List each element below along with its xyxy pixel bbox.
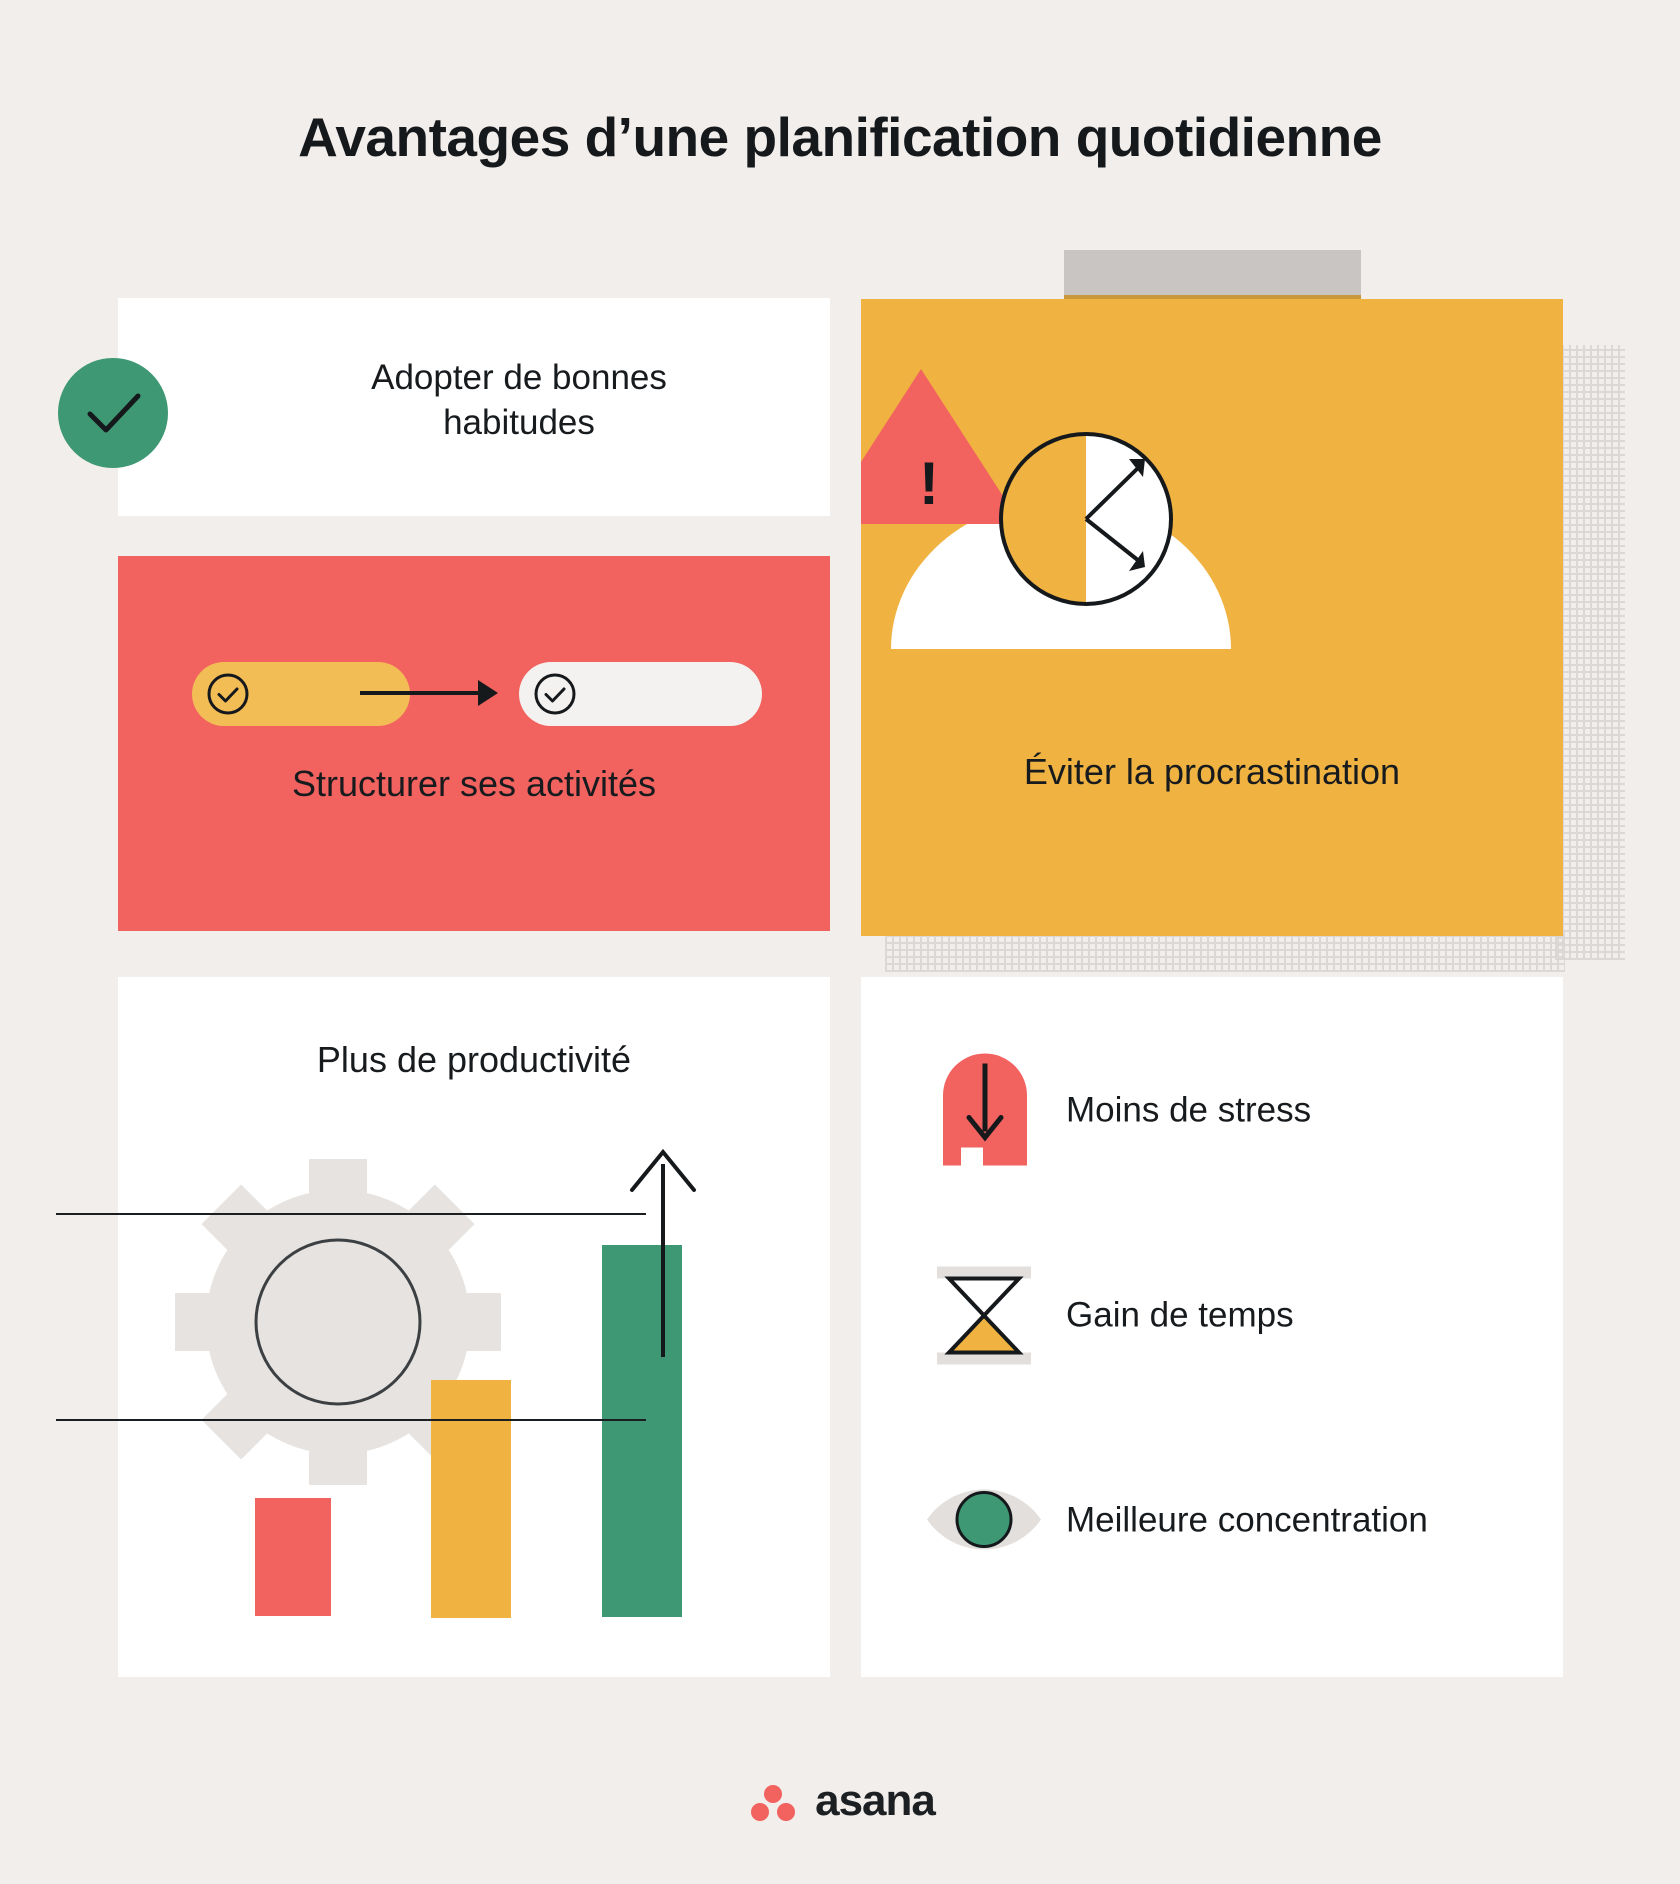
- card-structure: [118, 556, 830, 931]
- list-item: [861, 1212, 1563, 1417]
- arrow-right-icon: [358, 668, 508, 718]
- check-circle-icon: [533, 672, 577, 716]
- page-title: Avantages d’une planification quotidienne: [298, 106, 1382, 168]
- texture-block-right: [1555, 345, 1625, 960]
- hourglass-icon: [921, 1252, 1046, 1377]
- list-divider: [56, 1419, 646, 1421]
- card-benefits-list: [861, 977, 1563, 1677]
- clock-icon: [1001, 434, 1171, 604]
- asana-logo-icon: [745, 1777, 801, 1825]
- svg-text:!: !: [919, 450, 939, 517]
- card-productivity: [118, 977, 830, 1677]
- list-item: [861, 1417, 1563, 1622]
- bar-2: [431, 1380, 511, 1618]
- list-item-label: Gain de temps: [1066, 1294, 1294, 1334]
- task-pill-next: [519, 662, 762, 726]
- list-divider: [56, 1213, 646, 1215]
- card-procrastination-label: Éviter la procrastination: [1023, 751, 1401, 792]
- card-procrastination: [861, 299, 1563, 936]
- footer-brand: [0, 1776, 1680, 1826]
- card-structure-label: Structurer ses activités: [291, 763, 657, 804]
- check-icon: [58, 358, 168, 468]
- head-arrow-icon: [921, 1047, 1046, 1172]
- warning-triangle-icon: [861, 369, 1021, 524]
- arrow-up-icon: [608, 1142, 718, 1362]
- card-habits: [118, 298, 830, 516]
- list-item-label: Meilleure concentration: [1066, 1499, 1428, 1539]
- texture-block-bottom: [885, 930, 1565, 972]
- person-illustration: [861, 299, 1563, 799]
- list-item-label: Moins de stress: [1066, 1089, 1312, 1129]
- card-habits-label: Adopter de bonnes habitudes: [371, 358, 667, 442]
- brand-name: asana: [815, 1776, 935, 1825]
- list-item: [861, 1007, 1563, 1212]
- card-productivity-label: Plus de productivité: [316, 1039, 632, 1080]
- eye-icon: [921, 1457, 1046, 1582]
- check-circle-icon: [206, 672, 250, 716]
- bar-1: [255, 1498, 331, 1616]
